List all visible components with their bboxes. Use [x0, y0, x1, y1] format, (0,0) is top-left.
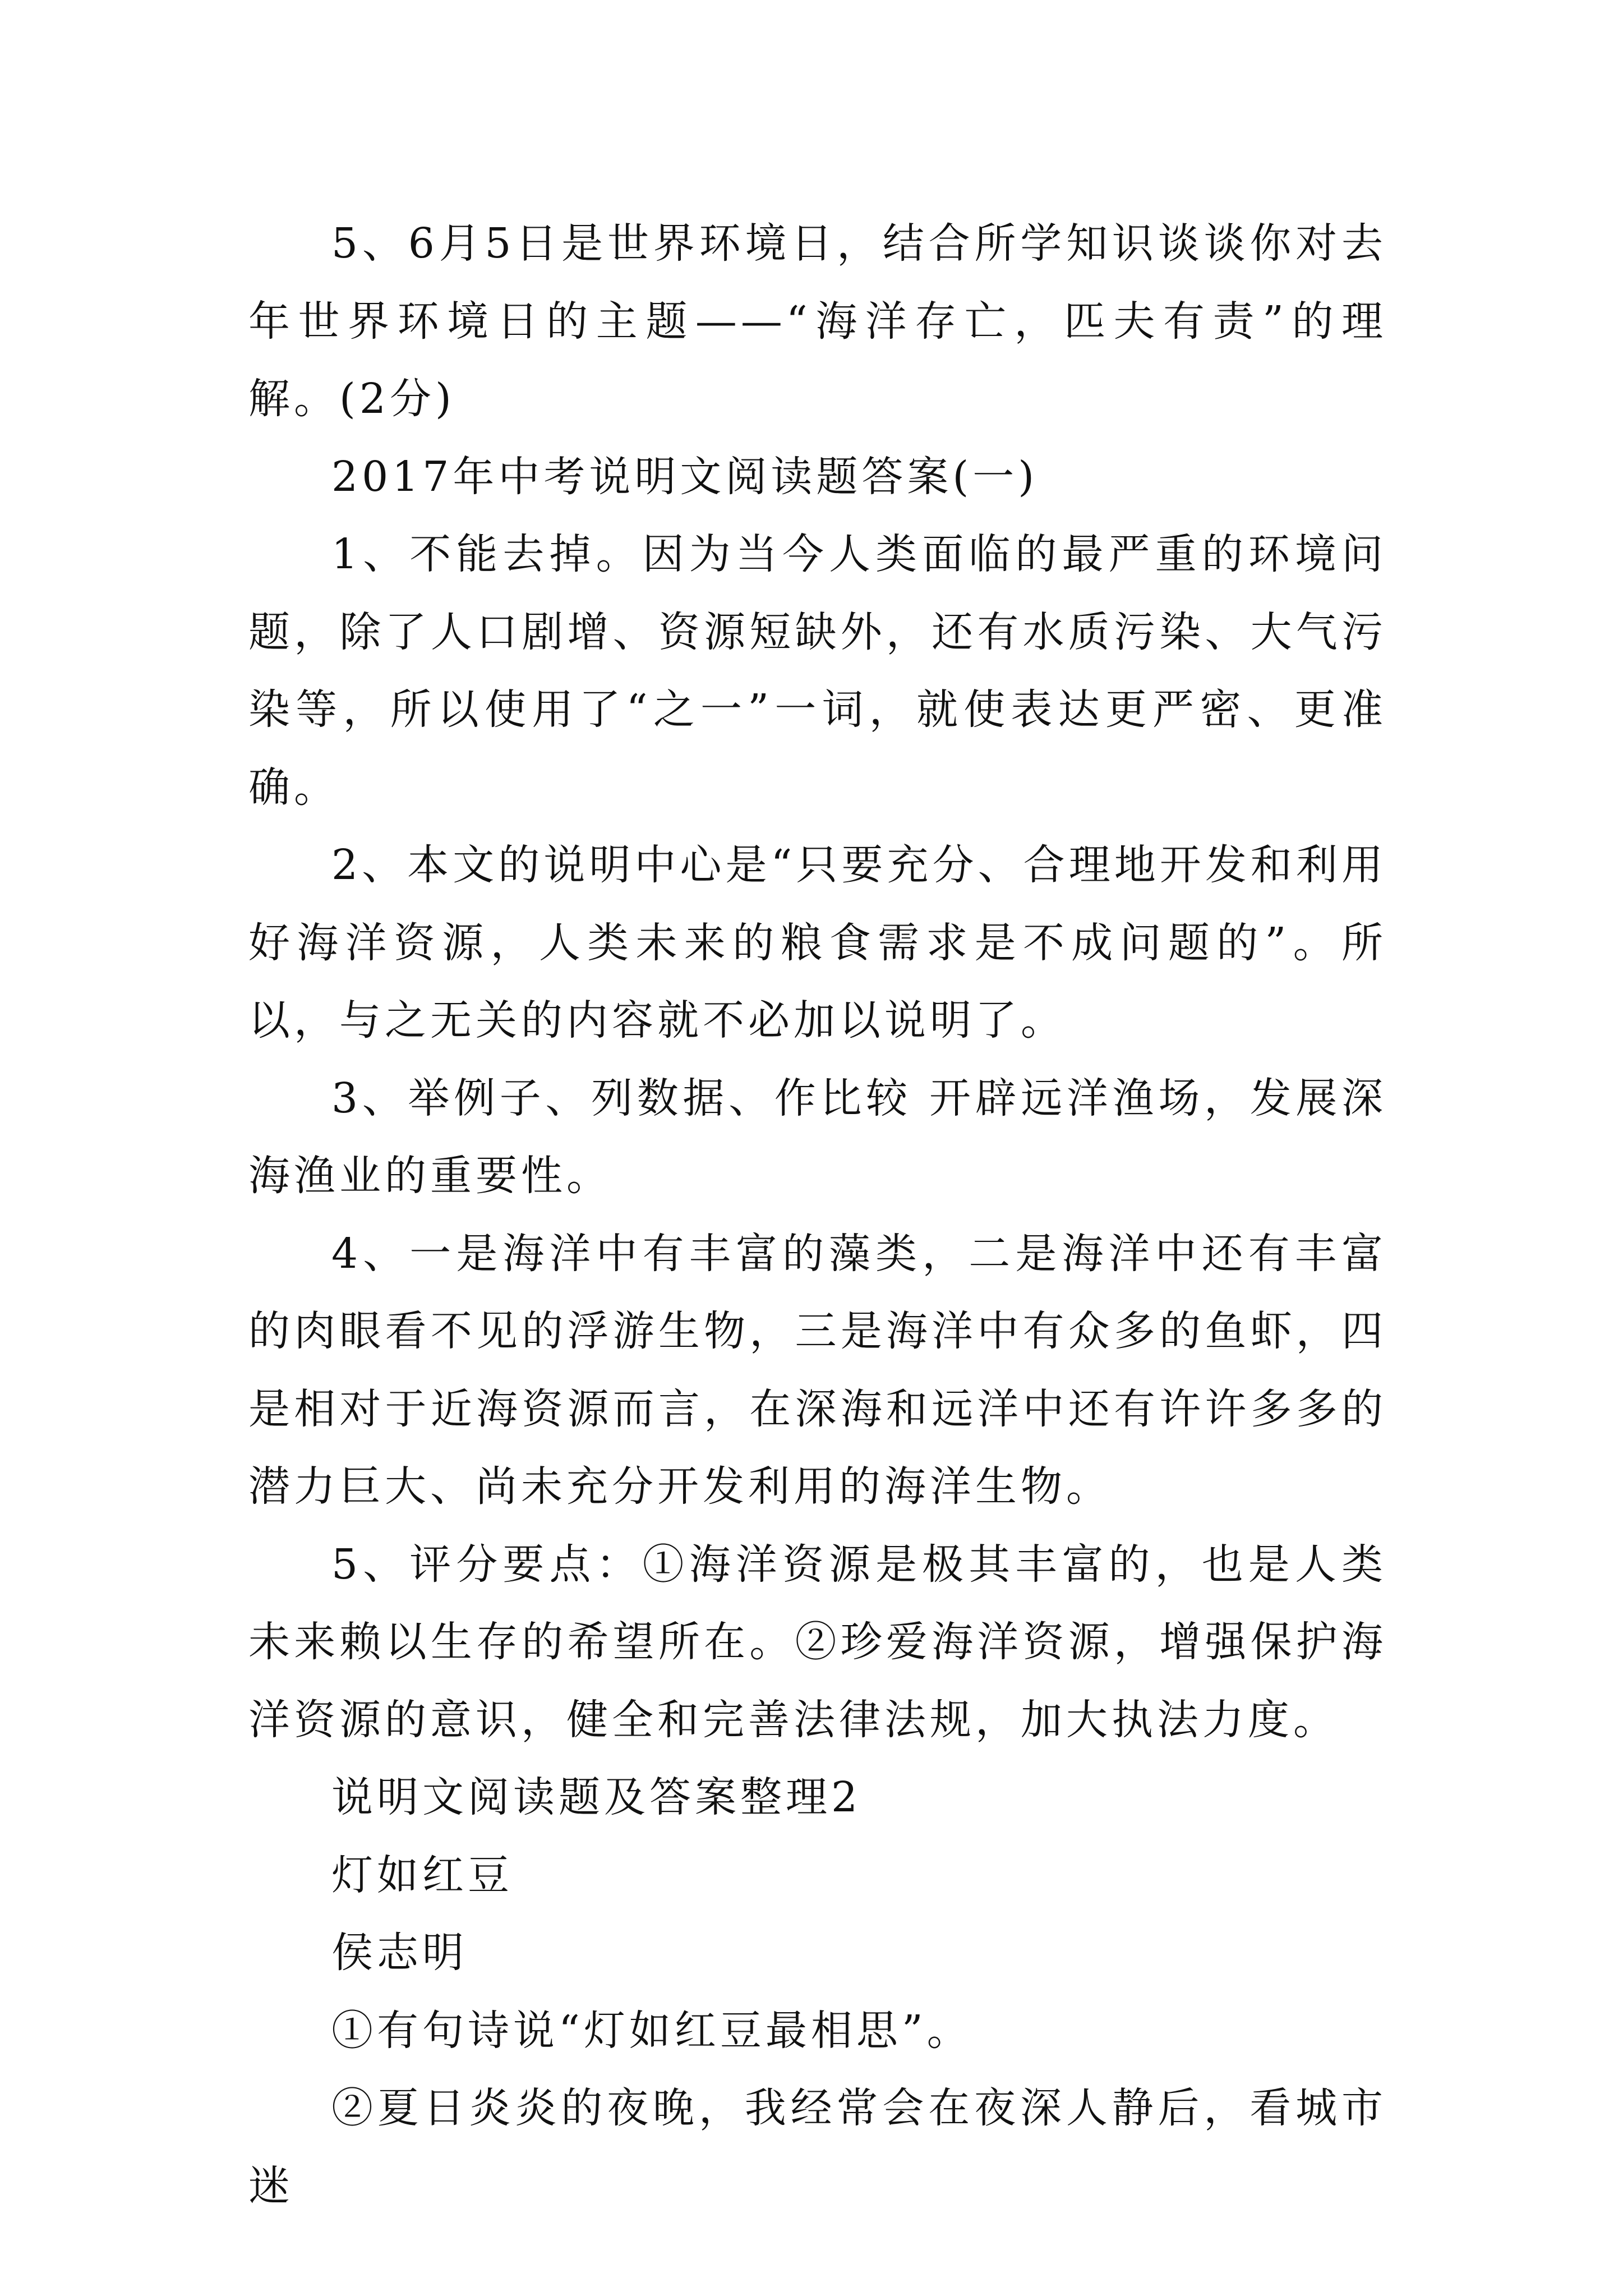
article-author: 侯志明	[331, 1929, 468, 1977]
answer-section-heading: 2017年中考说明文阅读题答案(一)	[331, 452, 1039, 501]
article-paragraph-1: ①有句诗说“灯如红豆最相思”。	[331, 2006, 972, 2055]
answer-3-paragraph: 3、举例子、列数据、作比较 开辟远洋渔场，发展深海渔业的重要性。	[248, 1074, 1387, 1200]
document-body	[248, 205, 1387, 2225]
answer-4-paragraph: 4、一是海洋中有丰富的藻类，二是海洋中还有丰富的肉眼看不见的浮游生物，三是海洋中有众多的鱼虾，四是相对于近海资源而言，在深海和远洋中还有许许多多的潜力巨大、尚未充分开发利用的海洋生物。	[248, 1229, 1387, 1511]
article-title: 灯如红豆	[331, 1851, 513, 1899]
question-5-paragraph: 5、6月5日是世界环境日，结合所学知识谈谈你对去年世界环境日的主题——“海洋存亡，匹夫有责”的理解。(2分)	[248, 219, 1387, 423]
answer-2-paragraph: 2、本文的说明中心是“只要充分、合理地开发和利用好海洋资源，人类未来的粮食需求是不成问题的”。所以，与之无关的内容就不必加以说明了。	[248, 841, 1387, 1045]
answer-5-paragraph: 5、评分要点：①海洋资源是极其丰富的，也是人类未来赖以生存的希望所在。②珍爱海洋资源，增强保护海洋资源的意识，健全和完善法律法规，加大执法力度。	[248, 1540, 1387, 1744]
article-paragraph-2: ②夏日炎炎的夜晚，我经常会在夜深人静后，看城市迷	[248, 2084, 1387, 2210]
section-title: 说明文阅读题及答案整理2	[331, 1773, 862, 1821]
answer-1-paragraph: 1、不能去掉。因为当今人类面临的最严重的环境问题，除了人口剧增、资源短缺外，还有水质污染、大气污染等，所以使用了“之一”一词，就使表达更严密、更准确。	[248, 530, 1387, 812]
